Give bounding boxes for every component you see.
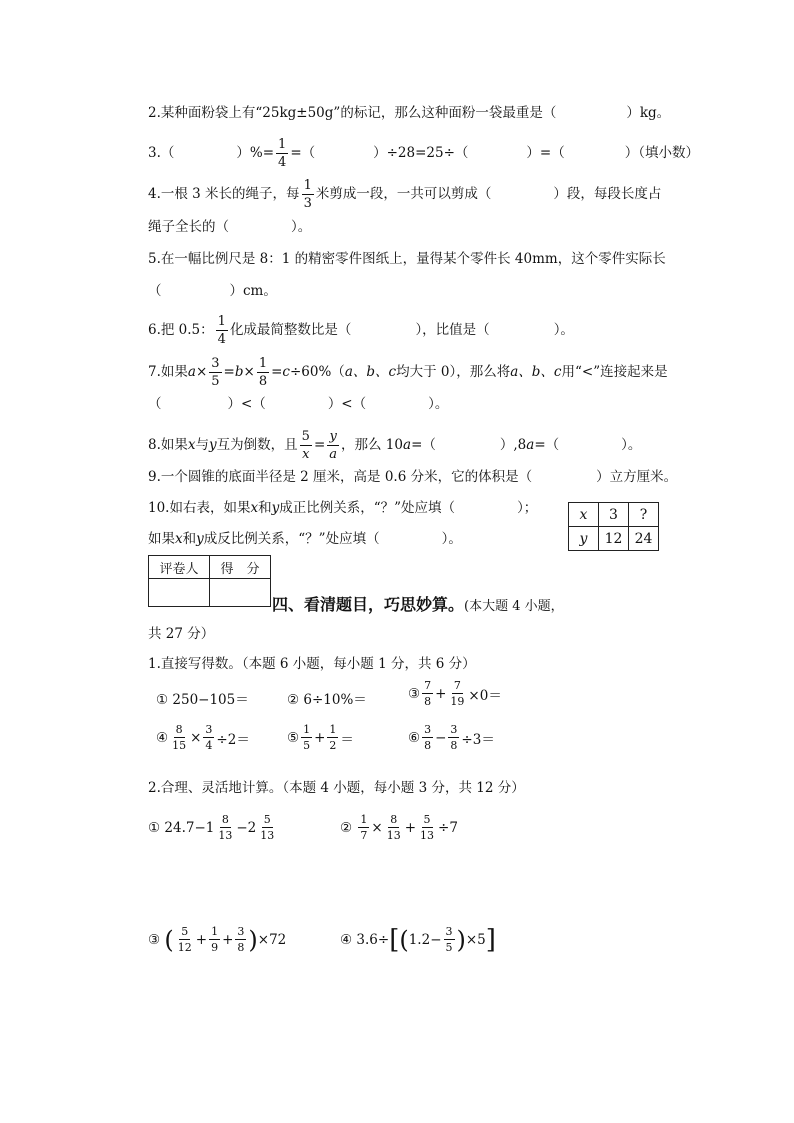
equals-sign: = (313, 437, 326, 453)
q10-text: 如果 (148, 531, 175, 547)
section-title-text: 四、看清题目，巧思妙算。 (272, 595, 465, 614)
denominator: a (329, 447, 338, 462)
denominator: 13 (218, 829, 233, 842)
numerator: 5 (181, 925, 189, 938)
item-mark: ③ (148, 931, 161, 948)
fraction (444, 926, 455, 953)
table-cell: ? (629, 503, 659, 527)
q5-text: ）cm。 (229, 283, 277, 299)
table-cell: x (569, 503, 599, 527)
table-row (569, 503, 659, 527)
part-title: 1.直接写得数。（本题 6 小题，每小题 1 分，共 6 分） (148, 656, 476, 672)
item-mark: ④ (340, 931, 353, 948)
numerator: 1 (258, 356, 268, 371)
fraction (301, 724, 312, 751)
fraction (216, 814, 234, 841)
question-10-line-2 (148, 530, 462, 548)
fraction (385, 814, 403, 841)
q4-text: 米剪成一段，一共可以剪成（ (315, 186, 492, 202)
question-6 (148, 315, 574, 346)
q6-text: 化成最简整数比是（ (229, 322, 352, 338)
numerator: 7 (424, 679, 432, 692)
denominator: x (302, 447, 310, 462)
var-a: a (403, 437, 412, 453)
table-row (149, 556, 271, 579)
numerator: 8 (221, 813, 229, 826)
q7-text: 用“<”连接起来是 (561, 364, 668, 380)
plus-sign: + (195, 931, 208, 948)
denominator: 4 (217, 332, 226, 347)
section-note: 共 27 分） (148, 626, 215, 642)
fraction (209, 926, 220, 953)
q6-text: 6.把 0.5： (148, 322, 214, 338)
q10-text: ）； (517, 500, 538, 516)
close-paren: ) (456, 925, 466, 954)
calc-item-8 (340, 814, 458, 841)
plus-sign: + (435, 685, 447, 702)
q8-text: 互为倒数，且 (216, 437, 298, 453)
item-text: 1.2− (408, 931, 442, 948)
denominator: 13 (260, 829, 275, 842)
denominator: 13 (420, 829, 435, 842)
part-2-title (148, 779, 525, 797)
question-4 (148, 179, 661, 210)
question-3 (148, 138, 699, 169)
item-mark: ④ (156, 729, 169, 746)
var-y: y (271, 500, 280, 516)
calc-item-5 (287, 724, 354, 751)
plus-sign: + (314, 729, 326, 746)
variables: a、b、c (510, 364, 562, 380)
q7-text: 均大于 0），那么将 (396, 364, 511, 380)
fraction (276, 138, 288, 169)
denominator: 19 (450, 695, 465, 708)
numerator: 5 (301, 429, 310, 444)
question-5 (148, 250, 666, 268)
fraction (418, 814, 436, 841)
fraction (448, 724, 459, 751)
item-text: ÷2＝ (216, 731, 250, 748)
fraction (203, 724, 214, 751)
denominator: 8 (424, 739, 432, 752)
question-7-line-2 (148, 395, 448, 413)
times-sign: × (371, 819, 383, 836)
open-paren: ( (164, 925, 174, 954)
var-x: x (187, 437, 196, 453)
fraction (170, 724, 188, 751)
question-2 (148, 104, 670, 122)
equals-sign: = (223, 364, 235, 380)
q10-text: ）。 (441, 531, 462, 547)
q9-text: ）立方厘米。 (596, 469, 678, 485)
calc-item-9 (148, 926, 286, 953)
q7-text: （ (148, 396, 162, 412)
q8-text: 与 (195, 437, 210, 453)
var-b: b (234, 364, 244, 380)
item-text: 3.6÷ (356, 931, 390, 948)
fraction (216, 315, 228, 346)
denominator: 2 (329, 739, 337, 752)
item-text: ×5 (465, 931, 486, 948)
calc-item-6 (408, 724, 495, 751)
q10-text: 10.如右表，如果 (148, 500, 251, 516)
numerator: 5 (263, 813, 271, 826)
numerator: 3 (211, 356, 220, 371)
calc-item-3 (408, 680, 502, 707)
section-4-note-line-2 (148, 625, 214, 643)
fraction (327, 430, 339, 461)
section-note: (本大题 4 小题， (464, 599, 564, 614)
q6-text: ）。 (553, 322, 574, 338)
denominator: 8 (237, 941, 245, 954)
numerator: 1 (329, 723, 337, 736)
q7-text: ）。 (428, 396, 449, 412)
numerator: 3 (205, 723, 213, 736)
denominator: 8 (258, 374, 268, 389)
denominator: 7 (360, 829, 368, 842)
q8-text: 8.如果 (148, 437, 188, 453)
var-a: a (187, 364, 196, 380)
reviewer-cell[interactable] (149, 579, 210, 607)
numerator: 3 (445, 925, 453, 938)
part-1-title (148, 655, 476, 673)
q8-text: =（ (411, 437, 436, 453)
denominator: 4 (205, 739, 213, 752)
score-table (148, 555, 271, 607)
numerator: 3 (450, 723, 458, 736)
question-10 (148, 499, 537, 517)
question-5-line-2 (148, 282, 277, 300)
denominator: 15 (172, 739, 187, 752)
open-bracket: [ (389, 924, 400, 955)
q3-text: ）（填小数） (624, 145, 699, 161)
item-text: 24.7−1 (164, 819, 215, 836)
var-a: a (526, 437, 535, 453)
q10-text: 和 (182, 531, 197, 547)
denominator: 4 (278, 155, 287, 170)
denominator: 3 (303, 196, 312, 211)
numerator: 1 (217, 314, 226, 329)
fraction (209, 357, 221, 388)
numerator: 1 (303, 178, 312, 193)
denominator: 5 (303, 739, 311, 752)
denominator: 8 (424, 695, 432, 708)
close-bracket: ] (485, 924, 496, 955)
numerator: 1 (211, 925, 219, 938)
numerator: 3 (237, 925, 245, 938)
numerator: 3 (424, 723, 432, 736)
calc-item-4 (156, 724, 250, 751)
close-paren: ) (248, 925, 258, 954)
plus-sign: + (404, 819, 417, 836)
times-sign: × (195, 364, 208, 380)
q2-text: 2.某种面粉袋上有“25kg±50g”的标记，那么这种面粉一袋最重是（ (148, 105, 557, 121)
denominator: 13 (386, 829, 401, 842)
numerator: 7 (453, 679, 461, 692)
var-x: x (175, 531, 183, 547)
part-title: 2.合理、灵活地计算。（本题 4 小题，每小题 3 分，共 12 分） (148, 780, 525, 796)
q8-text: =（ (534, 437, 560, 453)
variables: a、b、c (344, 364, 397, 380)
item-mark: ② (340, 819, 353, 836)
q3-text: ）÷28=25÷（ (373, 145, 469, 161)
score-cell[interactable] (210, 579, 271, 607)
score-header: 得 分 (210, 556, 271, 579)
table-cell: 24 (629, 527, 659, 551)
item-text: ÷3＝ (461, 731, 495, 748)
denominator: 5 (445, 941, 453, 954)
table-cell: 12 (599, 527, 629, 551)
var-c: c (282, 364, 290, 380)
q7-text: ）<（ (327, 396, 367, 412)
fraction (422, 680, 433, 707)
q5-text: （ (148, 283, 162, 299)
numerator: 8 (175, 723, 183, 736)
q8-text: ）,8 (499, 437, 527, 453)
fraction (300, 430, 312, 461)
q10-text: 成反比例关系，“？”处应填（ (203, 531, 380, 547)
fraction (302, 179, 314, 210)
plus-sign: + (222, 931, 234, 948)
fraction (422, 724, 433, 751)
q10-text: 和 (258, 500, 272, 516)
item-text: ② 6÷10%＝ (287, 692, 367, 708)
item-text: ×72 (257, 931, 287, 948)
q2-text-end: ）kg。 (626, 105, 671, 121)
question-8 (148, 430, 641, 461)
section-4-title (272, 592, 564, 615)
q7-text: ）<（ (227, 396, 266, 412)
q4-text: ）。 (291, 219, 312, 235)
fraction (258, 814, 276, 841)
times-sign: × (190, 729, 202, 746)
fraction (176, 926, 194, 953)
denominator: 8 (450, 739, 458, 752)
calc-item-2 (287, 688, 367, 708)
table-row (569, 527, 659, 551)
q3-text: 3.（ (148, 145, 175, 161)
item-text: ① 250−105＝ (156, 692, 249, 708)
var-y: y (209, 437, 217, 453)
open-paren: ( (399, 925, 409, 954)
question-9 (148, 468, 677, 486)
q7-text: ÷60%（ (289, 364, 345, 380)
q6-text: ），比值是（ (415, 322, 490, 338)
fraction (327, 724, 338, 751)
q4-text: 4.一根 3 米长的绳子，每 (148, 186, 300, 202)
fraction (257, 357, 269, 388)
q10-text: 成正比例关系，“？”处应填（ (279, 500, 456, 516)
numerator: 5 (423, 813, 431, 826)
q3-text: ）%= (236, 145, 275, 161)
xy-table (568, 502, 659, 551)
denominator: 5 (211, 374, 220, 389)
item-text: ＝ (340, 731, 354, 748)
reviewer-header: 评卷人 (149, 556, 210, 579)
numerator: 1 (303, 723, 311, 736)
table-row (149, 579, 271, 607)
table-cell: y (569, 527, 599, 551)
calc-item-7 (148, 814, 278, 841)
q3-text: =（ (290, 145, 316, 161)
table-cell: 3 (599, 503, 629, 527)
q4-text: 绳子全长的（ (148, 219, 229, 235)
q8-text: ，那么 10 (341, 437, 403, 453)
item-mark: ⑤ (287, 729, 300, 746)
q8-text: ）。 (621, 437, 642, 453)
item-text: ÷7 (438, 819, 458, 836)
var-x: x (250, 500, 259, 516)
item-mark: ① (148, 819, 161, 836)
item-mark: ⑥ (408, 729, 421, 746)
fraction (358, 814, 369, 841)
numerator: 8 (390, 813, 398, 826)
q9-text: 9.一个圆锥的底面半径是 2 厘米，高是 0.6 分米，它的体积是（ (148, 469, 533, 485)
numerator: y (329, 429, 337, 444)
item-text: ×0＝ (468, 687, 502, 704)
question-7 (148, 357, 668, 388)
fraction (235, 926, 246, 953)
item-text: −2 (236, 819, 257, 836)
q5-text: 5.在一幅比例尺是 8：1 的精密零件图纸上，量得某个零件长 40mm，这个零件实际长 (148, 251, 666, 267)
q4-text: ）段，每段长度占 (553, 186, 662, 202)
equals-sign: = (271, 364, 283, 380)
times-sign: × (243, 364, 255, 380)
fraction (448, 680, 466, 707)
minus-sign: − (435, 729, 447, 746)
question-4-line-2 (148, 218, 311, 236)
var-y: y (196, 531, 204, 547)
item-mark: ③ (408, 685, 421, 702)
denominator: 12 (177, 941, 192, 954)
q3-text: ）=（ (526, 145, 565, 161)
q7-text: 7.如果 (148, 364, 188, 380)
numerator: 1 (278, 137, 287, 152)
denominator: 9 (211, 941, 219, 954)
calc-item-1 (156, 688, 249, 708)
calc-item-10 (340, 926, 496, 953)
numerator: 1 (360, 813, 368, 826)
